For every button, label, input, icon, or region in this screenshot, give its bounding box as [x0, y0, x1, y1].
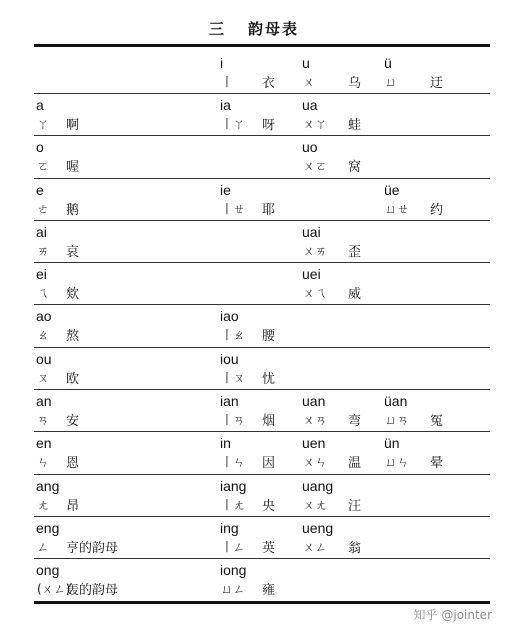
- example-character: 腰: [262, 329, 276, 345]
- example-character: 蛙: [348, 118, 362, 133]
- example-character: 雍: [262, 583, 276, 599]
- pinyin: iao: [220, 308, 239, 325]
- zhuyin: ㄩ: [385, 75, 398, 89]
- pinyin: ang: [36, 477, 60, 494]
- table-row: [34, 136, 490, 177]
- zhuyin: ㄢ: [37, 413, 50, 428]
- zhuyin: ㄨㄤ: [303, 497, 328, 512]
- example-character: 威: [348, 287, 362, 303]
- example-character: 汪: [348, 498, 362, 514]
- pinyin: uen: [302, 435, 326, 452]
- example-character: 恩: [66, 456, 80, 472]
- zhuyin: ㄡ: [37, 370, 50, 385]
- zhuyin: ㄨㄟ: [303, 286, 328, 301]
- example-character: 亨的韵母: [66, 540, 119, 556]
- zhuyin: ㄞ: [37, 243, 50, 258]
- zhuyin: 丨ㄥ: [221, 539, 246, 554]
- table-row: [34, 179, 490, 220]
- page-title: [0, 18, 508, 39]
- table-row: [34, 390, 490, 431]
- pinyin: uang: [302, 477, 334, 494]
- zhuyin: ㄨㄢ: [303, 413, 328, 428]
- example-character: 烟: [262, 414, 276, 430]
- example-character: 喔: [66, 160, 80, 176]
- pinyin: ua: [302, 97, 318, 113]
- pinyin: ie: [220, 181, 231, 198]
- table-row: [34, 432, 490, 473]
- zhuyin: 丨: [221, 75, 234, 89]
- example-character: 昂: [66, 498, 80, 514]
- pinyin: in: [220, 435, 231, 452]
- zhuyin: ㄣ: [37, 455, 50, 470]
- pinyin: e: [36, 181, 44, 198]
- example-character: 冤: [430, 414, 444, 430]
- example-character: 欸: [66, 287, 80, 303]
- pinyin: uai: [302, 223, 321, 240]
- example-character: 耶: [262, 202, 276, 218]
- zhuyin: ㄨㄞ: [303, 243, 328, 258]
- zhuyin: 丨ㄝ: [221, 201, 246, 216]
- zhuyin: ㄩㄥ: [221, 582, 246, 597]
- example-character: 安: [66, 414, 80, 430]
- table-body: [34, 93, 490, 601]
- example-character: 弯: [348, 414, 362, 430]
- pinyin: üe: [384, 181, 400, 198]
- pinyin: u: [302, 55, 310, 71]
- example-character: 迂: [430, 76, 444, 91]
- zhuyin: ㄛ: [37, 159, 50, 174]
- pinyin: ao: [36, 308, 52, 325]
- example-character: 衣: [262, 76, 276, 91]
- pinyin: iou: [220, 350, 239, 367]
- zhuyin: ㄨㄛ: [303, 159, 328, 174]
- example-character: 因: [262, 456, 276, 472]
- example-character: 约: [430, 202, 444, 218]
- pinyin: ing: [220, 519, 239, 536]
- table-row: [34, 348, 490, 389]
- pinyin: ian: [220, 393, 239, 410]
- table-row: [34, 263, 490, 304]
- zhuyin: ㄩㄣ: [385, 455, 410, 470]
- example-character: 晕: [430, 456, 444, 472]
- zhuyin: ㄩㄢ: [385, 413, 410, 428]
- zhuyin: ㄨ: [303, 75, 316, 89]
- zhuyin: ㄚ: [37, 117, 50, 131]
- pinyin: ou: [36, 350, 52, 367]
- zhuyin: ㄤ: [37, 497, 50, 512]
- pinyin: en: [36, 435, 52, 452]
- pinyin: ia: [220, 97, 231, 113]
- pinyin: i: [220, 55, 224, 71]
- pinyin: ueng: [302, 519, 334, 536]
- pinyin: ü: [384, 55, 392, 71]
- table-row: [34, 221, 490, 262]
- example-character: 翁: [348, 540, 362, 556]
- pinyin: ong: [36, 562, 60, 579]
- table-row: [34, 94, 490, 135]
- pinyin: ei: [36, 266, 47, 283]
- zhuyin: ㄠ: [37, 328, 50, 343]
- example-character: 窝: [348, 160, 362, 176]
- example-character: 央: [262, 498, 276, 514]
- example-character: 乌: [348, 76, 362, 91]
- zhuyin: 丨ㄤ: [221, 497, 246, 512]
- pinyin: o: [36, 139, 44, 156]
- zhuyin: (ㄨㄥ): [37, 582, 71, 597]
- pinyin: uei: [302, 266, 321, 283]
- zhuyin: ㄨㄥ: [303, 539, 328, 554]
- zhuyin: ㄨㄣ: [303, 455, 328, 470]
- example-character: 温: [348, 456, 362, 472]
- zhuyin: ㄥ: [37, 539, 50, 554]
- example-character: 鹅: [66, 202, 80, 218]
- example-character: 欧: [66, 371, 80, 387]
- pinyin: ün: [384, 435, 400, 452]
- example-character: 忧: [262, 371, 276, 387]
- pinyin: eng: [36, 519, 60, 536]
- pinyin: ai: [36, 223, 47, 240]
- example-character: 英: [262, 540, 276, 556]
- zhuyin: ㄨㄚ: [303, 117, 328, 131]
- table-row: [34, 475, 490, 516]
- pinyin: an: [36, 393, 52, 410]
- zhuyin: ㄩㄝ: [385, 201, 410, 216]
- table-bottom-rule: [34, 601, 490, 604]
- zhuyin: 丨ㄡ: [221, 370, 246, 385]
- pinyin: üan: [384, 393, 408, 410]
- example-character: 轰的韵母: [66, 583, 119, 599]
- zhuyin: 丨ㄣ: [221, 455, 246, 470]
- table-row: [34, 305, 490, 346]
- pinyin: a: [36, 97, 44, 113]
- section-title: 韵母表: [248, 20, 300, 38]
- finals-table: [34, 44, 490, 604]
- table-header-row: [34, 47, 490, 93]
- example-character: 呀: [262, 118, 276, 133]
- example-character: 啊: [66, 118, 80, 133]
- pinyin: uan: [302, 393, 326, 410]
- pinyin: iong: [220, 562, 247, 579]
- table-row: [34, 517, 490, 558]
- section-number: 三: [208, 20, 226, 38]
- watermark: 知乎 @jointer: [413, 608, 492, 622]
- zhuyin: 丨ㄠ: [221, 328, 246, 343]
- pinyin: iang: [220, 477, 247, 494]
- zhuyin: ㄟ: [37, 286, 50, 301]
- example-character: 歪: [348, 244, 362, 260]
- zhuyin: 丨ㄢ: [221, 413, 246, 428]
- example-character: 熬: [66, 329, 80, 345]
- zhuyin: 丨ㄚ: [221, 117, 246, 131]
- example-character: 哀: [66, 244, 80, 260]
- table-row: [34, 559, 490, 600]
- zhuyin: ㄜ: [37, 201, 50, 216]
- pinyin: uo: [302, 139, 318, 156]
